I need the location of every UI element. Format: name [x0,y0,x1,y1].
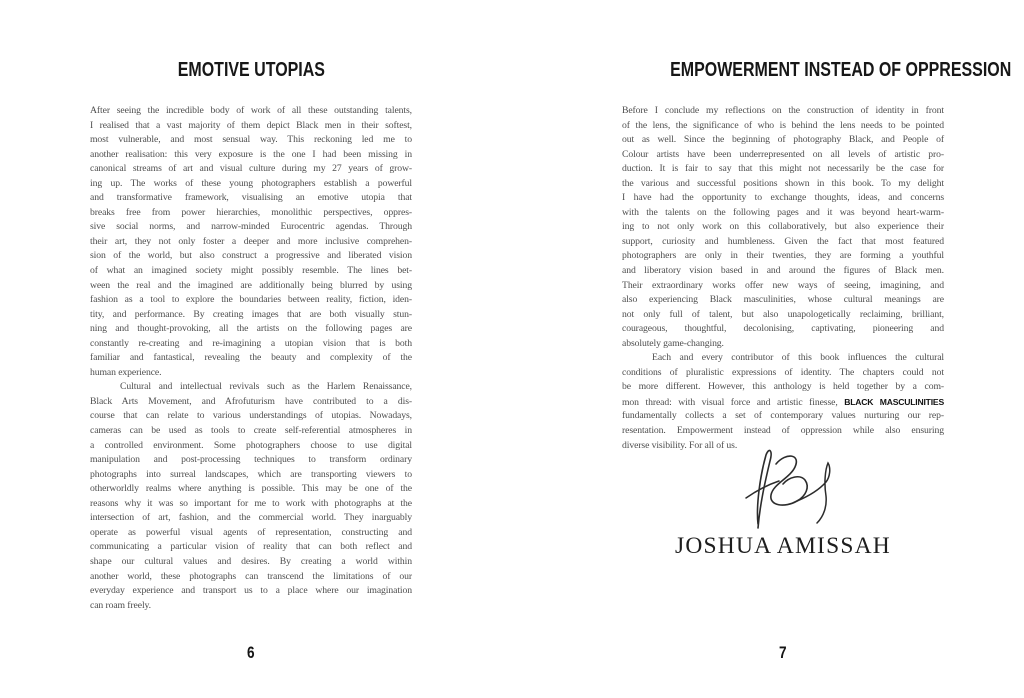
right-page-number: 7 [779,643,787,662]
text-line: constantly re-creating and re-imagining a utopian vision that is both [90,337,412,349]
text-line: otherworldly realms where anything is possible. This may be one of the [90,483,412,495]
text-line: Each and every contributor of this book influences the cultural [652,352,944,364]
left-page-heading-text: EMOTIVE UTOPIAS [177,58,325,81]
text-line: and transformative framework, visualising an emotive utopia that [90,192,412,204]
text-line: with the talents on the following pages and it was beyond heart-warm- [622,206,944,218]
text-line: After seeing the incredible body of work of all these outstanding talents, [90,105,412,116]
left-page-heading [90,58,412,82]
text-line: ing to not only work on this collaboratively, but also experience their [622,221,944,233]
text-line: I have had the opportunity to exchange thoughts, ideas, and concerns [622,192,944,204]
text-line: course that can relate to various understandings of utopias. Nowadays, [90,410,412,422]
right-page-heading [622,58,1012,82]
text-line: most vulnerable, and most sensual way. This reckoning led me to [90,134,412,146]
author-signature [622,448,944,537]
text-line: of what an imagined society might possibly resemble. The lines bet- [90,265,412,277]
text-line: ing up. The works of these young photographers establish a powerful [90,177,412,189]
text-line: be more different. However, this anthology is held together by a com- [622,381,944,393]
text-line: duction. It is fair to say that this might not necessarily be the case for [622,163,944,175]
text-line: Colour artists have been underrepresented on all levels of artistic pro- [622,148,944,160]
text-line: everyday experience and transport us to a place where our imagination [90,585,412,597]
text-line: Before I conclude my reflections on the construction of identity in front [622,105,944,116]
text-line: human experience. [90,366,162,378]
text-line: ween the real and the imagined are additionally being blurred by using [90,279,412,291]
text-line: shape our cultural values and desires. By creating a world within [90,555,412,567]
text-line: support, curiosity and humbleness. Given the fact that most featured [622,235,944,247]
right-page-body [622,104,944,453]
text-line: photographs into surreal landscapes, which are transporting viewers to [90,468,412,480]
text-line: of the lens, the significance of who is behind the lens needs to be pointed [622,119,944,131]
text-line: operate as powerful visual agents of representation, constructing and [90,526,412,538]
text-line: cameras can be used as tools to create self-referential atmospheres in [90,425,412,437]
text-line: familiar and fantastical, revealing the beauty and complexity of the [90,352,412,364]
text-line: reasons why it was so important for me to work with photographs at the [90,497,412,509]
handwritten-signature-icon [731,448,835,532]
text-line: diverse visibility. For all of us. [622,439,738,451]
book-title-inline: BLACK MASCULINITIES [844,396,944,407]
text-line: not only full of talent, but also unapologetically reclaiming, brilliant, [622,308,944,320]
text-line: photographers are only in their twenties, they are forming a youthful [622,250,944,262]
text-line: out as well. Since the beginning of photography Black, and People of [622,134,944,146]
text-line: another world, these photographs can transcend the limitations of our [90,570,412,582]
text-line: and liberatory vision based in and around the figures of Black men. [622,265,944,277]
text-line: I realised that a vast majority of them depict Black men in their softest, [90,119,412,131]
text-line: resentation. Empowerment instead of oppression while also ensuring [622,425,944,437]
text-line: courageous, thoughtful, decolonising, captivating, pioneering and [622,323,944,335]
text-line: tity, and performance. By creating images that are both visually stun- [90,308,412,320]
text-line: sion of the world, but also construct a progressive and liberated vision [90,250,412,262]
text-line: the various and successful positions shown in this book. To my delight [622,177,944,189]
text-line: breaks free from power hierarchies, monolithic perspectives, oppres- [90,206,412,218]
text-line: manipulation and post-processing techniques to transform ordinary [90,454,412,466]
text-line: conditions of pluralistic expressions of identity. The chapters could not [622,366,944,378]
text-line: fundamentally collects a set of contemporary values nurturing our rep- [622,410,944,422]
author-name: JOSHUA AMISSAH [675,533,891,559]
text-line: Cultural and intellectual revivals such as the Harlem Renaissance, [120,381,412,393]
text-line: Black Arts Movement, and Afrofuturism have contributed to a dis- [90,395,412,407]
text-line: canonical streams of art and visual culture during my 27 years of grow- [90,163,412,175]
text-line: can roam freely. [90,599,151,611]
text-line: their art, they not only foster a deeper and more inclusive comprehen- [90,235,412,247]
left-page-body [90,104,412,613]
right-page-heading-text: EMPOWERMENT INSTEAD OF OPPRESSION [670,58,1012,81]
text-line: mon thread: with visual force and artistic finesse, BLACK MASCULINITIES [622,396,944,408]
text-line: also experiencing Black masculinities, whose cultural meanings are [622,294,944,306]
text-line: ning and thought-provoking, all the artists on the following pages are [90,323,412,335]
text-line: a controlled environment. Some photographers choose to use digital [90,439,412,451]
text-line: sive social norms, and narrow-minded Eurocentric agendas. Through [90,221,412,233]
text-line: absolutely game-changing. [622,337,724,349]
text-line: fashion as a tool to explore the boundaries between reality, fiction, iden- [90,294,412,306]
text-line: another realisation: this very exposure is the one I had been missing in [90,148,412,160]
text-line: communicating a particular vision of reality that can both reflect and [90,541,412,553]
left-page-number: 6 [247,643,255,662]
text-line: intersection of art, fashion, and the commercial world. They inarguably [90,512,412,524]
text-line: Their extraordinary works offer new ways of seeing, imagining, and [622,279,944,291]
